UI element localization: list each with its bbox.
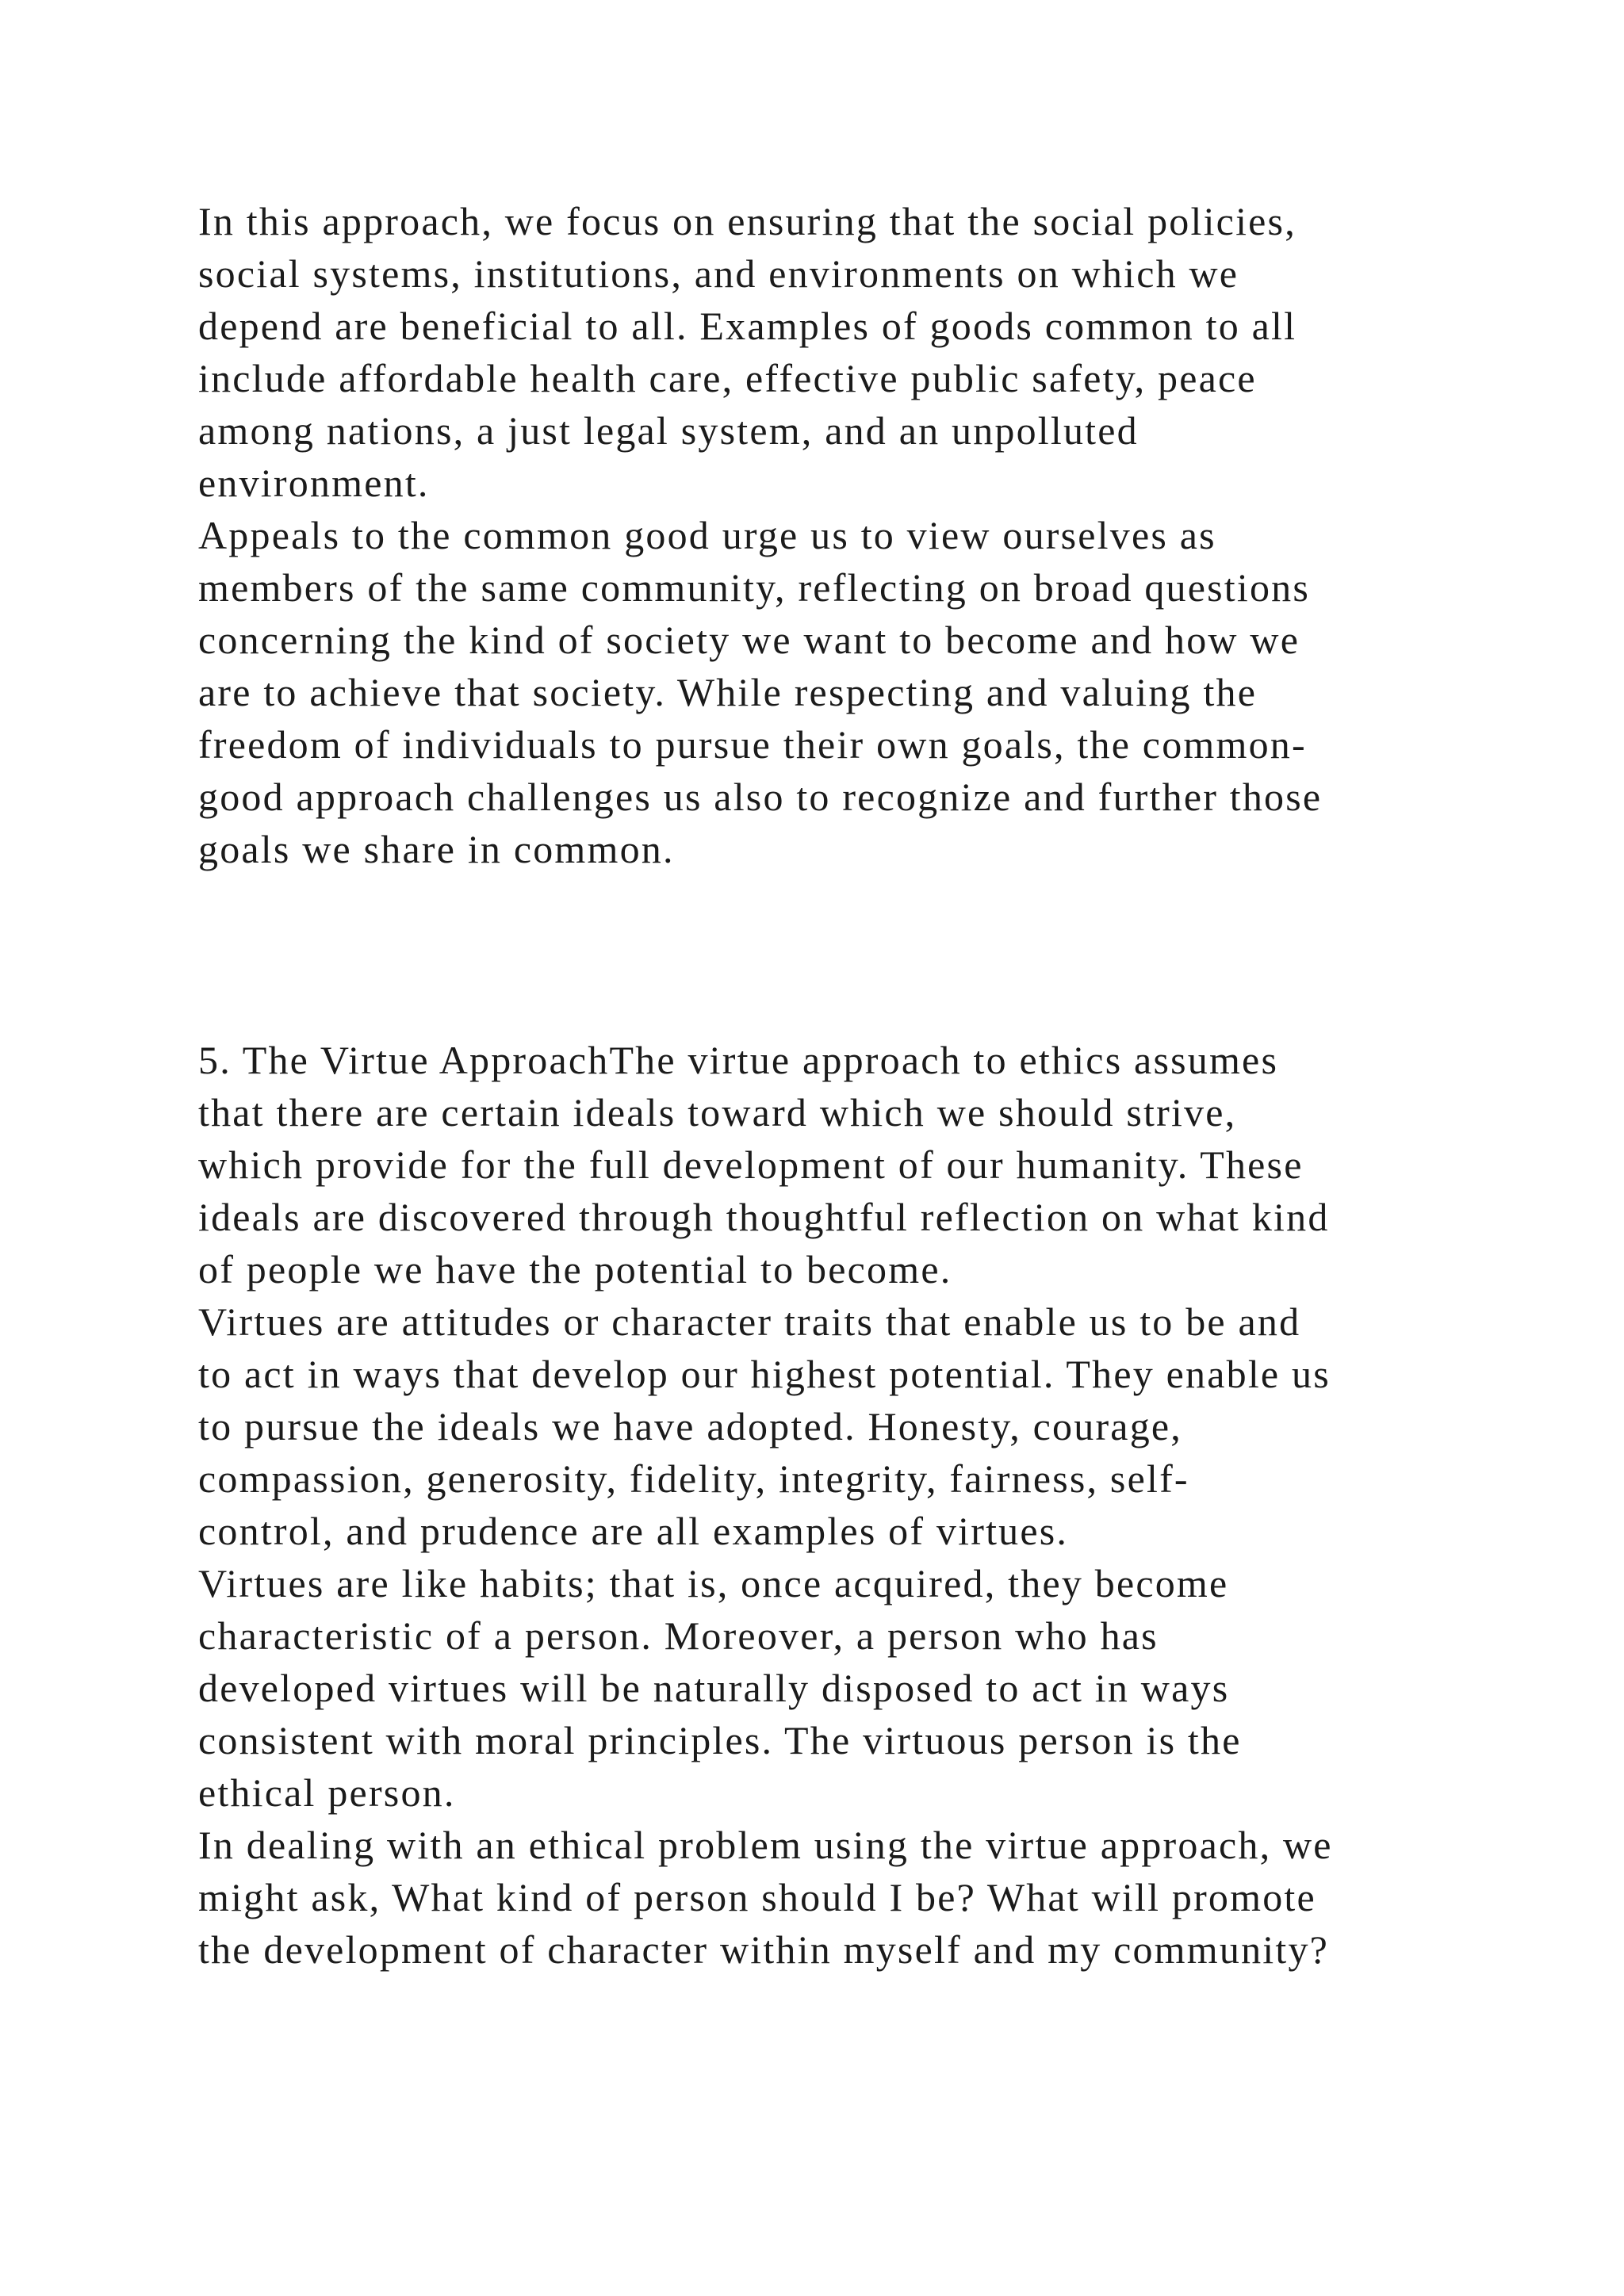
text-line: In this approach, we focus on ensuring that the social policies, xyxy=(198,199,1297,243)
text-line: Virtues are attitudes or character traits that enable us to be and xyxy=(198,1299,1301,1344)
text-line: depend are beneficial to all. Examples of goods common to all xyxy=(198,304,1297,348)
text-line: compassion, generosity, fidelity, integrity, fairness, self- xyxy=(198,1456,1189,1501)
text-line: of people we have the potential to become. xyxy=(198,1247,952,1292)
text-line: characteristic of a person. Moreover, a person who has xyxy=(198,1613,1159,1658)
text-line: to pursue the ideals we have adopted. Honesty, courage, xyxy=(198,1404,1182,1448)
text-line: social systems, institutions, and environments on which we xyxy=(198,251,1239,296)
text-line: good approach challenges us also to recognize and further those xyxy=(198,775,1323,819)
text-line: Virtues are like habits; that is, once acquired, they become xyxy=(198,1561,1229,1605)
virtue-approach-section xyxy=(198,1034,1562,1976)
common-good-section xyxy=(198,195,1562,875)
text-line: control, and prudence are all examples of virtues. xyxy=(198,1509,1069,1553)
text-line: freedom of individuals to pursue their own goals, the common- xyxy=(198,722,1307,767)
text-line: to act in ways that develop our highest potential. They enable us xyxy=(198,1352,1331,1396)
text-line: In dealing with an ethical problem using the virtue approach, we xyxy=(198,1823,1333,1867)
text-line: environment. xyxy=(198,461,430,505)
text-line: concerning the kind of society we want to become and how we xyxy=(198,618,1300,662)
text-line: that there are certain ideals toward which we should strive, xyxy=(198,1090,1237,1135)
text-line: ideals are discovered through thoughtful reflection on what kind xyxy=(198,1195,1330,1239)
text-line: developed virtues will be naturally disposed to act in ways xyxy=(198,1666,1230,1710)
text-line: goals we share in common. xyxy=(198,827,675,871)
text-line: members of the same community, reflecting on broad questions xyxy=(198,565,1311,610)
text-line: the development of character within myself and my community? xyxy=(198,1927,1330,1972)
text-line: might ask, What kind of person should I be? What will promote xyxy=(198,1875,1316,1919)
text-line: ethical person. xyxy=(198,1770,456,1815)
text-line: include affordable health care, effective public safety, peace xyxy=(198,356,1257,400)
section-heading-line: 5. The Virtue ApproachThe virtue approach to ethics assumes xyxy=(198,1038,1279,1082)
text-line: consistent with moral principles. The virtuous person is the xyxy=(198,1718,1242,1762)
text-line: are to achieve that society. While respecting and valuing the xyxy=(198,670,1258,714)
text-line: which provide for the full development of our humanity. These xyxy=(198,1142,1304,1187)
text-line: among nations, a just legal system, and an unpolluted xyxy=(198,408,1139,453)
text-line: Appeals to the common good urge us to view ourselves as xyxy=(198,513,1216,557)
